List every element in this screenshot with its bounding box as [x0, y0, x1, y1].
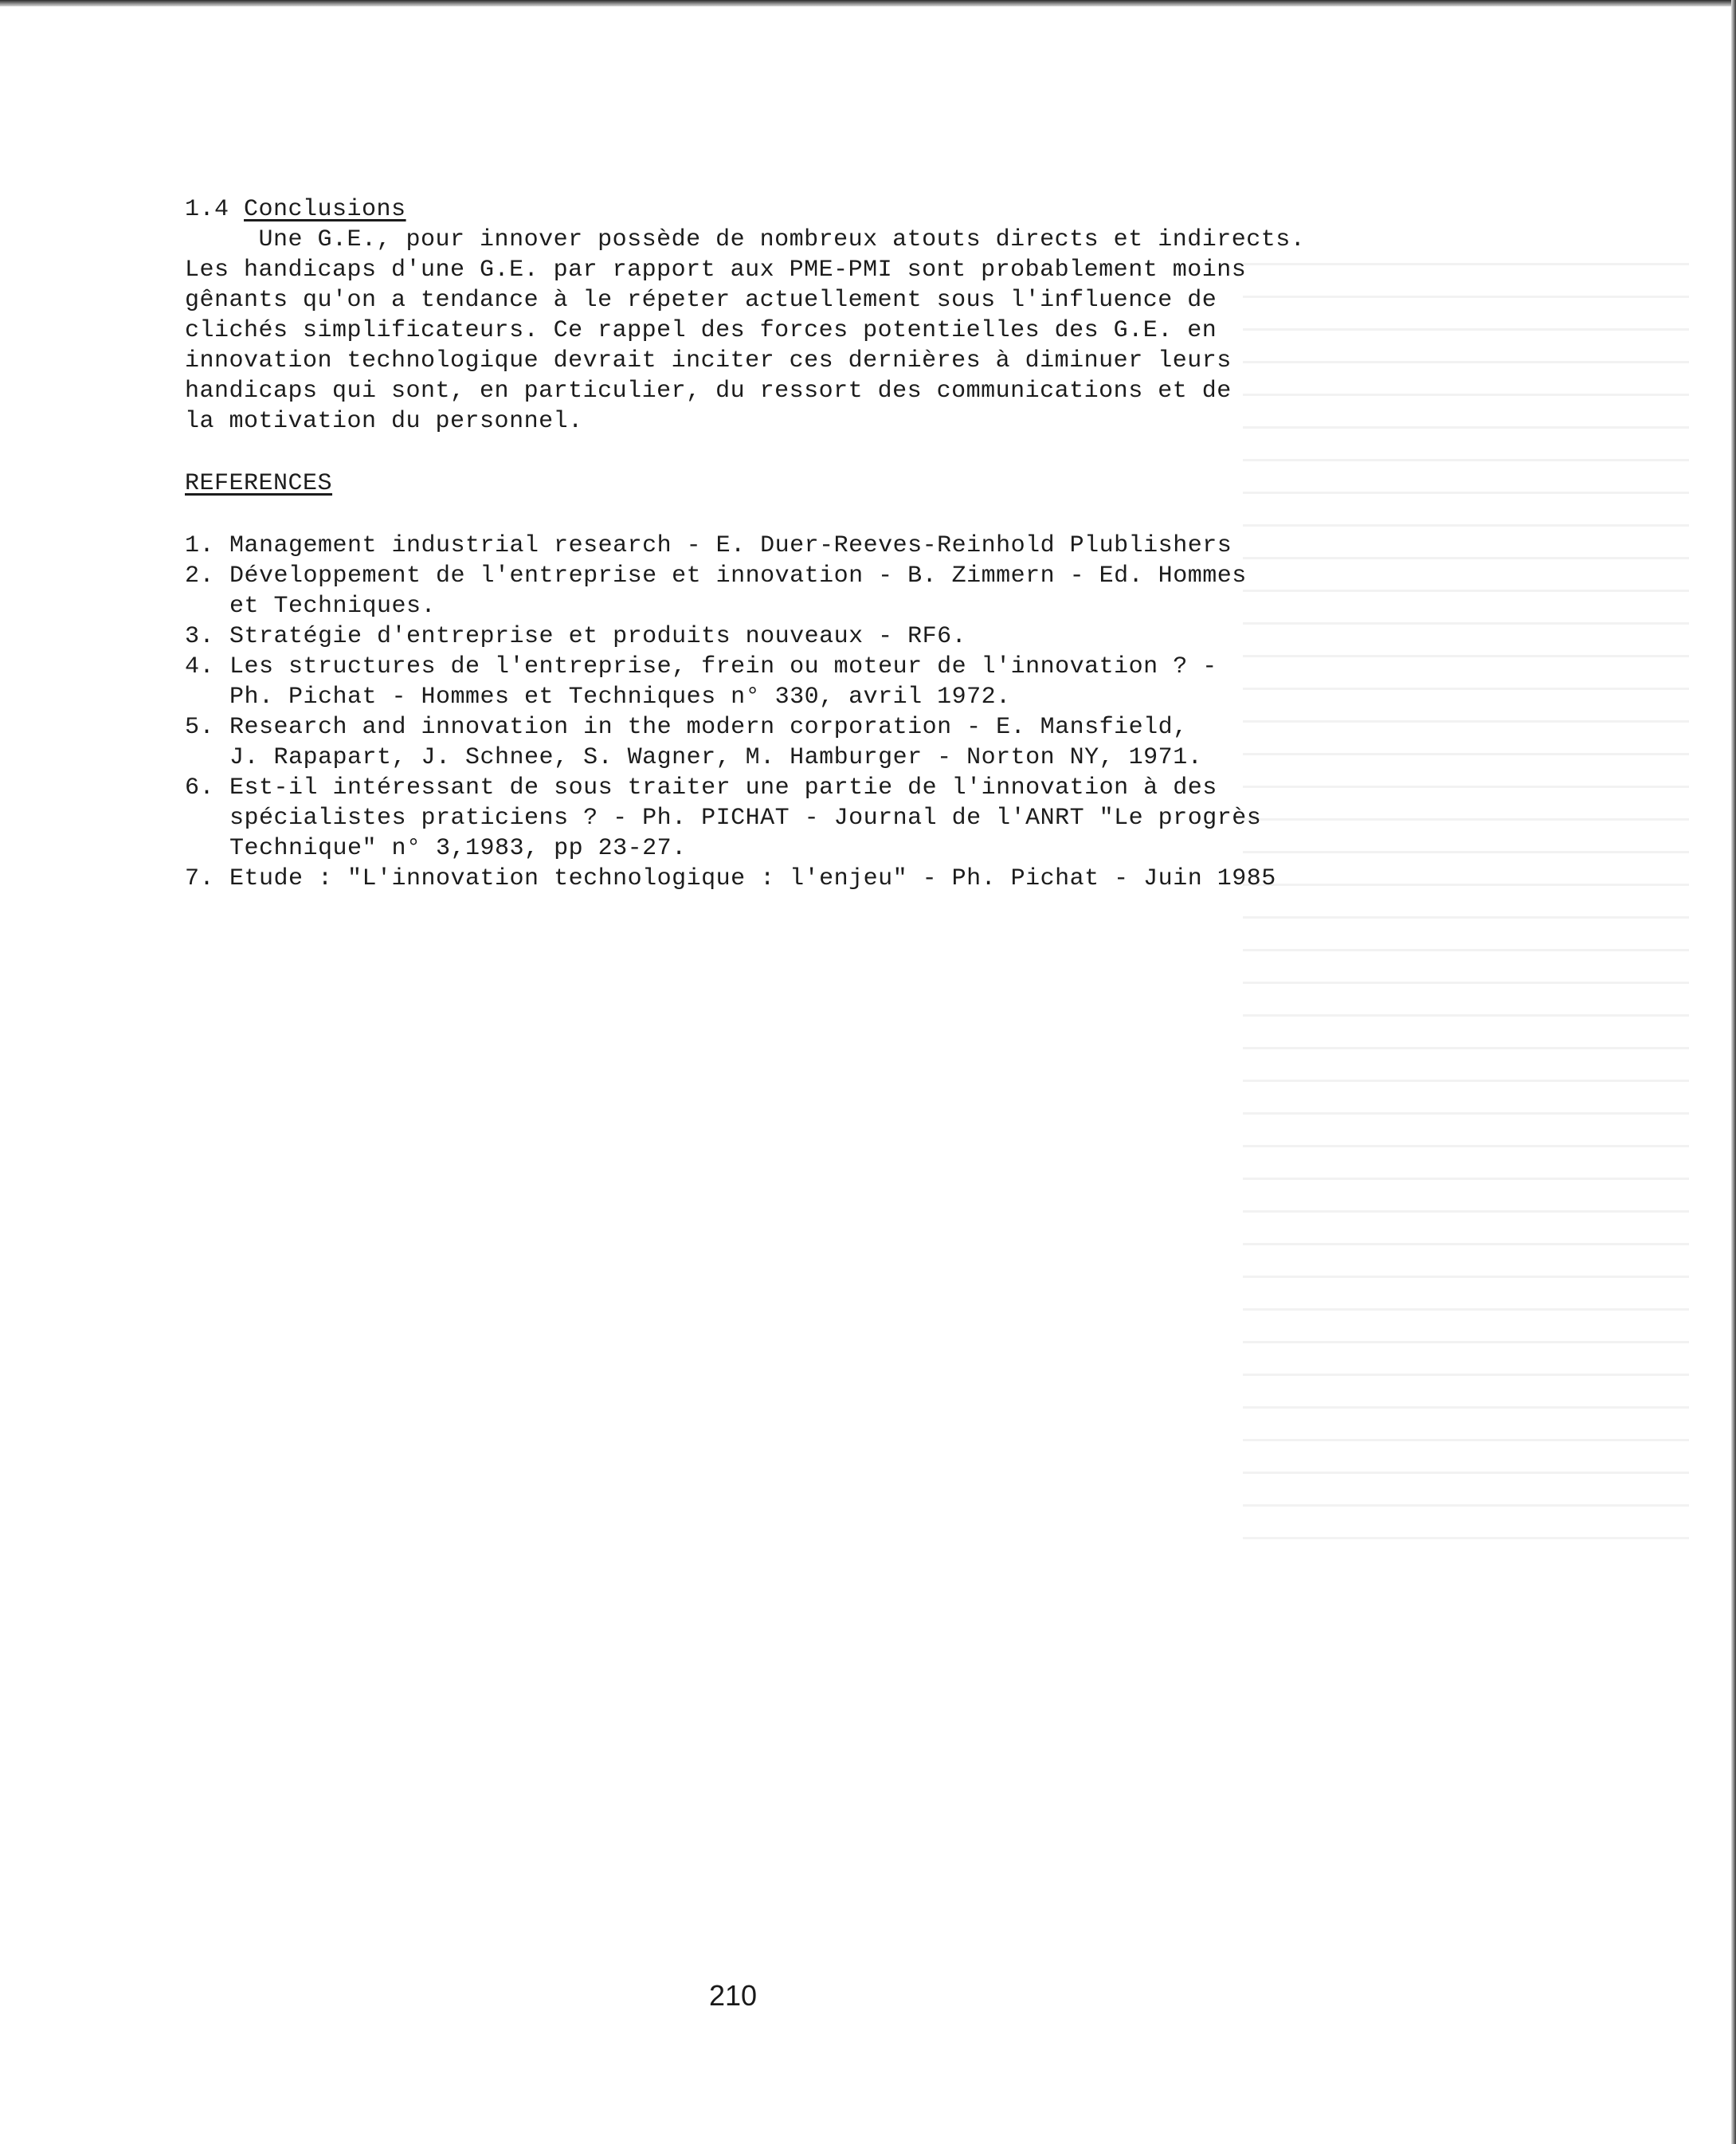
reference-line: Ph. Pichat - Hommes et Techniques n° 330, avril 1972.	[229, 684, 1011, 711]
section-heading	[185, 194, 1316, 225]
scan-edge-right	[1731, 0, 1736, 2144]
reference-item	[185, 621, 1316, 652]
reference-number: 6.	[185, 774, 215, 802]
reference-item	[185, 864, 1316, 894]
reference-line: Stratégie d'entreprise et produits nouveaux - RF6.	[229, 623, 967, 650]
reference-line: Est-il intéressant de sous traiter une partie de l'innovation à des	[229, 774, 1217, 802]
paragraph-line: handicaps qui sont, en particulier, du ressort des communications et de	[185, 378, 1232, 405]
reference-line: spécialistes praticiens ? - Ph. PICHAT - Journal de l'ANRT "Le progrès	[229, 805, 1262, 832]
reference-line: Research and innovation in the modern corporation - E. Mansfield,	[229, 714, 1188, 741]
reference-list	[185, 531, 1316, 894]
reference-number: 4.	[185, 653, 215, 680]
reference-item	[185, 561, 1316, 621]
reference-line: Technique" n° 3,1983, pp 23-27.	[229, 835, 687, 862]
reference-item	[185, 712, 1316, 773]
references-title: REFERENCES	[185, 470, 333, 497]
reference-number: 1.	[185, 532, 215, 559]
reference-number: 5.	[185, 714, 215, 741]
reference-line: Les structures de l'entreprise, frein ou moteur de l'innovation ? -	[229, 653, 1217, 680]
reference-line: et Techniques.	[229, 593, 437, 620]
reference-item	[185, 531, 1316, 561]
reference-line: Management industrial research - E. Duer-Reeves-Reinhold Plublishers	[229, 532, 1232, 559]
conclusion-paragraph	[185, 225, 1316, 437]
paragraph-line: Les handicaps d'une G.E. par rapport aux PME-PMI sont probablement moins	[185, 257, 1247, 284]
paragraph-line: Une G.E., pour innover possède de nombreux atouts directs et indirects.	[185, 226, 1306, 253]
paragraph-line: clichés simplificateurs. Ce rappel des forces potentielles des G.E. en	[185, 317, 1217, 344]
reference-line: Développement de l'entreprise et innovation - B. Zimmern - Ed. Hommes	[229, 562, 1247, 590]
scan-edge-top	[0, 0, 1736, 6]
reference-number: 2.	[185, 562, 215, 590]
reference-number: 7.	[185, 865, 215, 892]
reference-line: Etude : "L'innovation technologique : l'enjeu" - Ph. Pichat - Juin 1985	[229, 865, 1276, 892]
document-body	[185, 194, 1316, 894]
reference-line: J. Rapapart, J. Schnee, S. Wagner, M. Hamburger - Norton NY, 1971.	[229, 744, 1203, 771]
section-title: Conclusions	[244, 196, 406, 223]
reference-item	[185, 652, 1316, 712]
section-number: 1.4	[185, 196, 229, 223]
paragraph-line: innovation technologique devrait inciter ces dernières à diminuer leurs	[185, 347, 1232, 374]
reference-item	[185, 773, 1316, 864]
reference-number: 3.	[185, 623, 215, 650]
paragraph-line: la motivation du personnel.	[185, 408, 583, 435]
paragraph-line: gênants qu'on a tendance à le répeter actuellement sous l'influence de	[185, 287, 1217, 314]
page-number: 210	[708, 1979, 758, 2012]
